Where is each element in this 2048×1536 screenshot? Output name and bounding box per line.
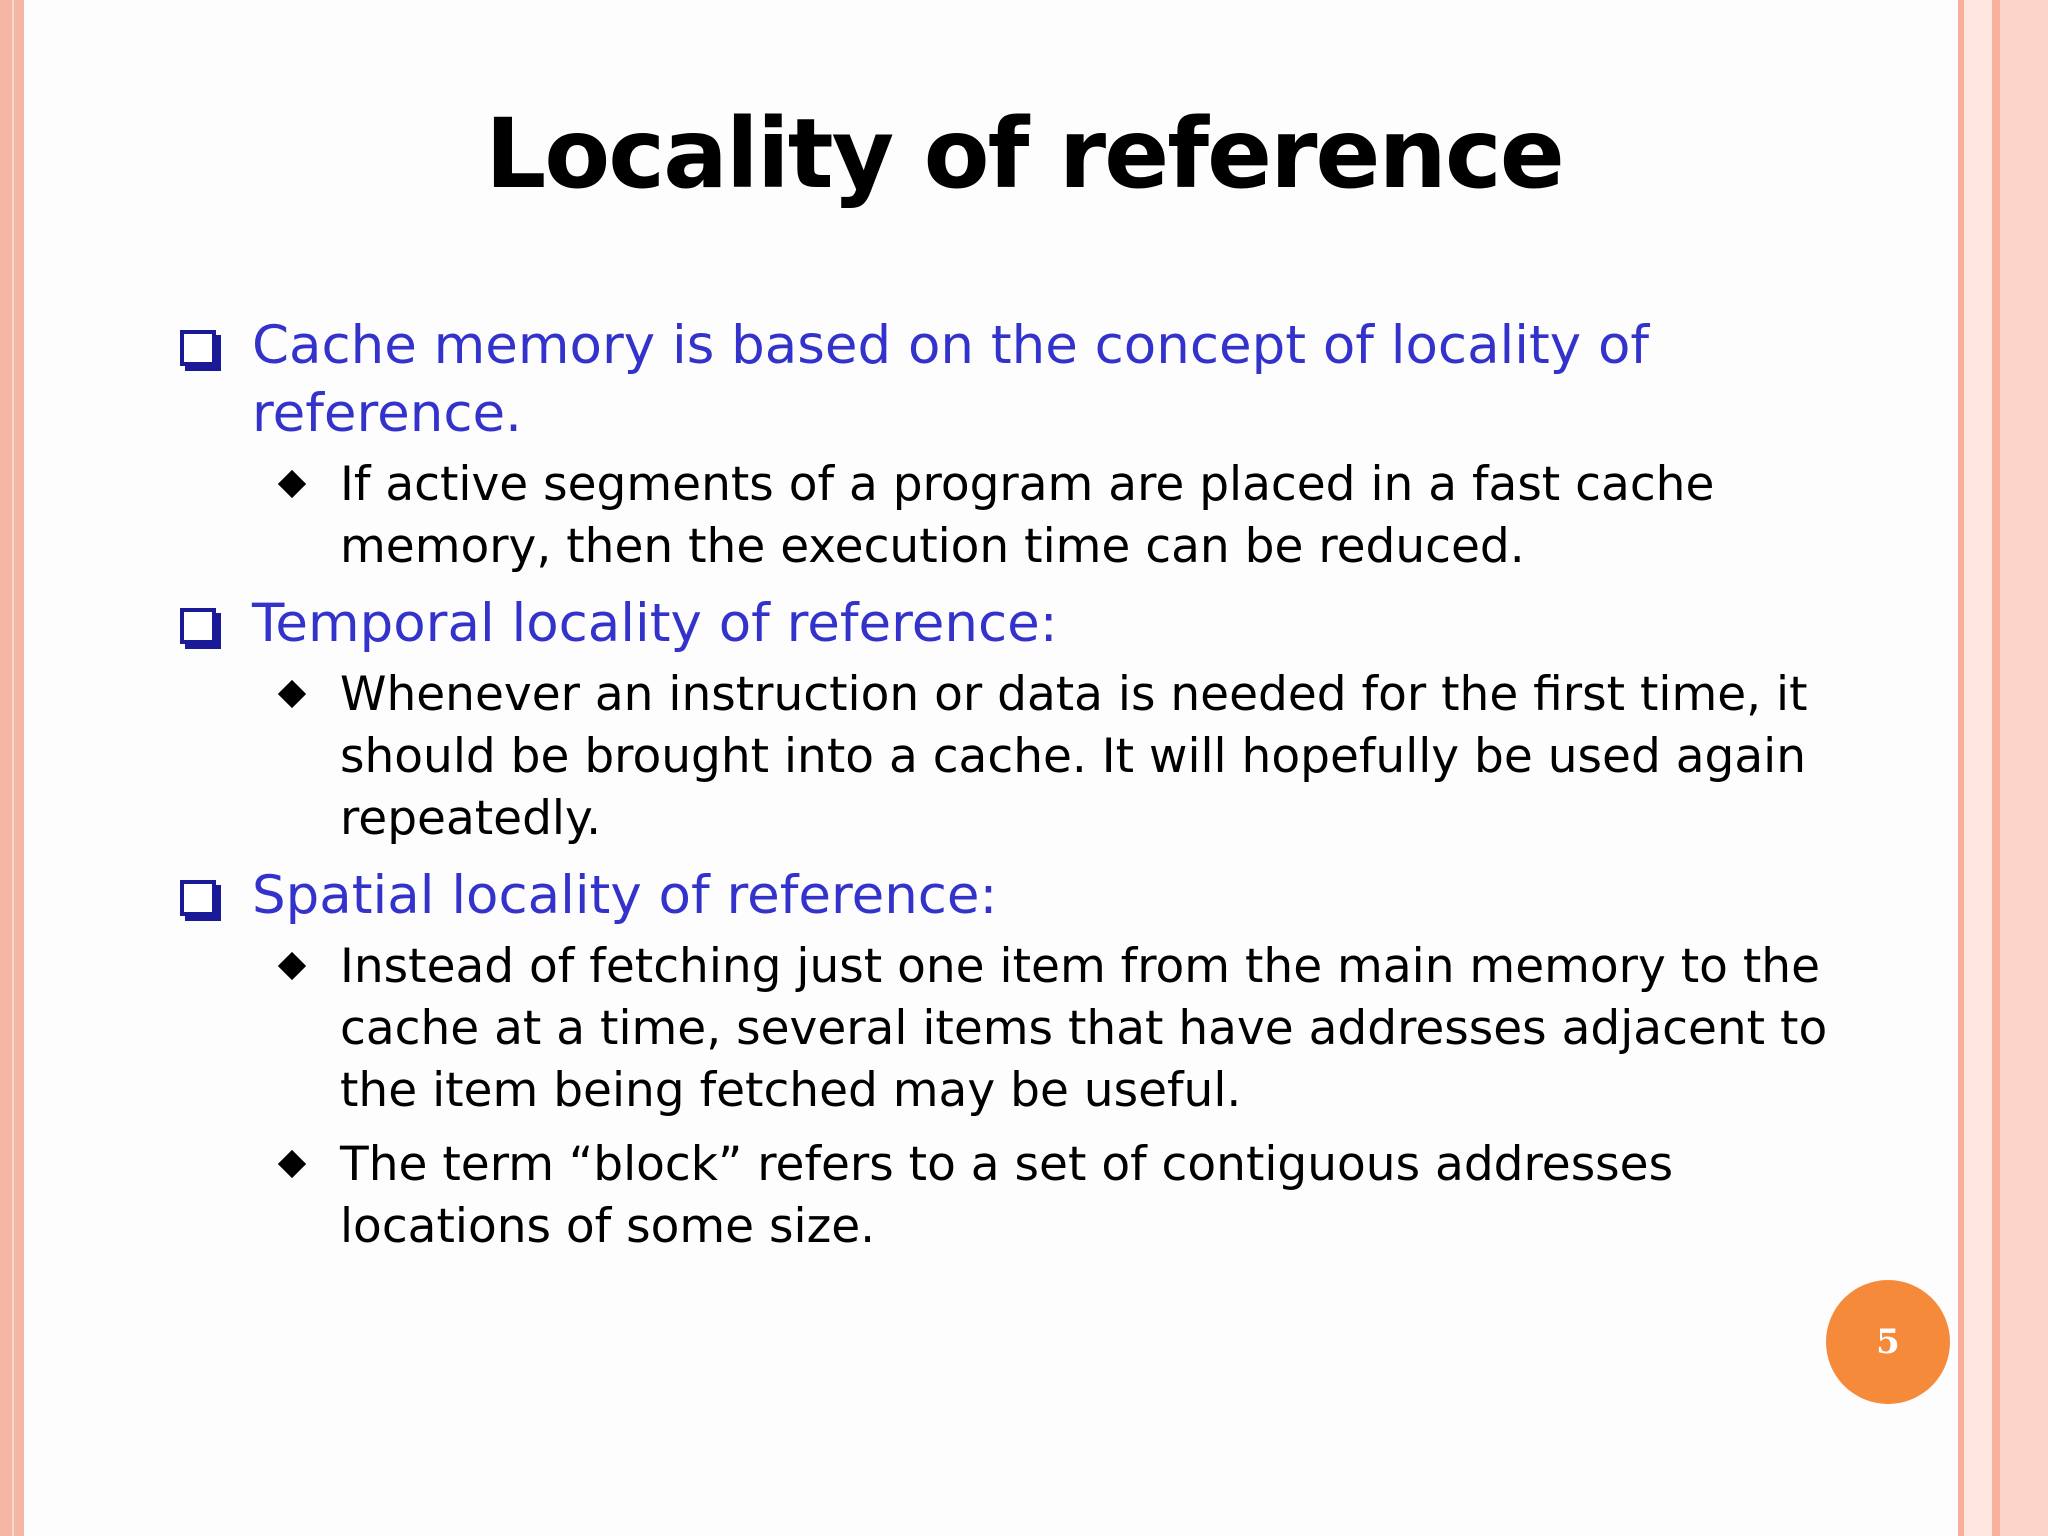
diamond-bullet-icon	[278, 952, 306, 980]
slide-title: Locality of reference	[485, 98, 1563, 210]
bullet-item	[340, 454, 1886, 578]
diamond-bullet-icon	[278, 470, 306, 498]
bullet-item	[340, 664, 1886, 850]
section-heading-text: Spatial locality of reference:	[252, 865, 998, 926]
bullet-text: Whenever an instruction or data is needed for the first time, it should be brought into a cache. It will hopefully be used again repeatedly.	[340, 667, 1808, 846]
slide-content	[176, 312, 1886, 1270]
section-heading	[176, 590, 1886, 658]
bullet-item	[340, 1134, 1886, 1258]
right-border-stripe	[1992, 0, 2000, 1536]
diamond-bullet-icon	[278, 1150, 306, 1178]
section-heading-text: Cache memory is based on the concept of locality of reference.	[252, 315, 1650, 444]
checkbox-bullet-icon	[180, 608, 216, 644]
bullet-text: Instead of fetching just one item from the main memory to the cache at a time, several items that have addresses adjacent to the item being fetched may be useful.	[340, 939, 1828, 1118]
section-heading-text: Temporal locality of reference:	[252, 593, 1058, 654]
right-border-stripe	[2000, 0, 2048, 1536]
diamond-bullet-icon	[278, 680, 306, 708]
section-heading	[176, 862, 1886, 930]
right-border-stripe	[1964, 0, 1992, 1536]
checkbox-bullet-icon	[180, 330, 216, 366]
section-heading	[176, 312, 1886, 448]
bullet-text: The term “block” refers to a set of contiguous addresses locations of some size.	[340, 1137, 1674, 1254]
page-number: 5	[1876, 1322, 1900, 1362]
bullet-text: If active segments of a program are placed in a fast cache memory, then the execution time can be reduced.	[340, 457, 1715, 574]
bullet-item	[340, 936, 1886, 1122]
checkbox-bullet-icon	[180, 880, 216, 916]
left-border-line	[12, 0, 14, 1536]
page-number-badge	[1826, 1280, 1950, 1404]
